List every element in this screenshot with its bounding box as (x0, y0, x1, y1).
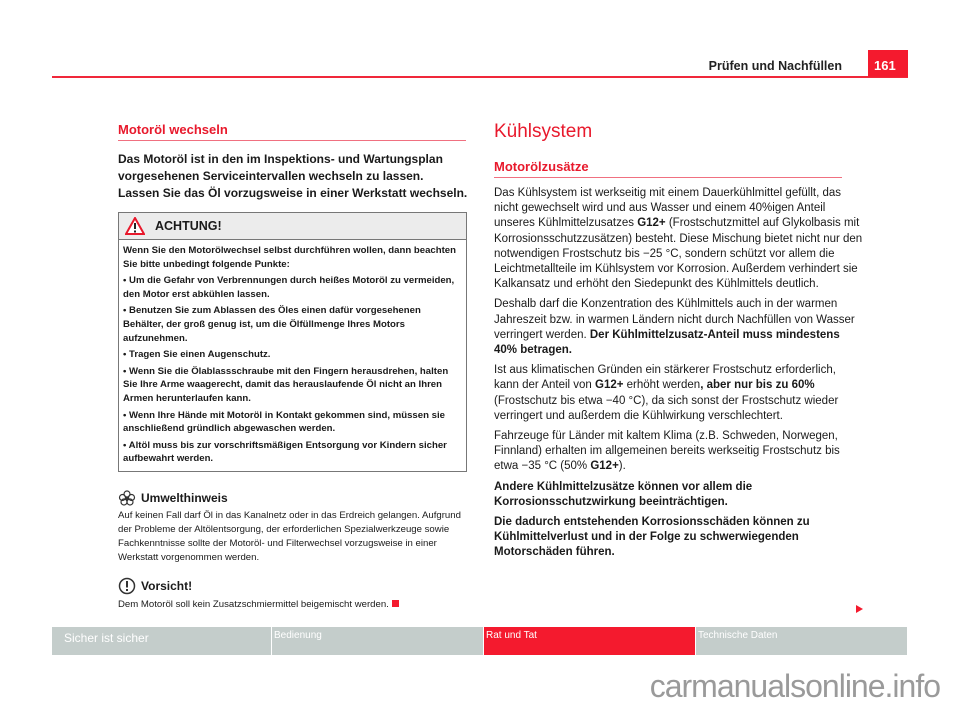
text: erhöht werden (623, 379, 701, 392)
tab-technische-daten[interactable]: Technische Daten (696, 627, 907, 655)
right-column (494, 121, 864, 566)
section-title-oil-change: Motoröl wechseln (118, 122, 228, 137)
section-title-additives: Motorölzusätze (494, 159, 589, 174)
chapter-title: Kühlsystem (494, 121, 593, 142)
caution-title: Vorsicht! (141, 578, 193, 593)
watermark: carmanualsonline.info (649, 668, 940, 704)
emphasis: Andere Kühlmittelzusätze können vor allem die Korrosionsschutzwirkung beeinträchtigen. (494, 480, 753, 508)
environment-note (118, 490, 468, 565)
emphasis: Der Kühlmittelzusatz-Anteil muss mindestens 40% betragen. (494, 328, 840, 357)
text: (Frostschutz bis etwa −40 °C), da sich sonst der Frostschutz wieder verringert und außerdem die Kühlwirkung verschlechtert. (494, 394, 839, 422)
text: Das Kühlsystem ist werkseitig mit einem Dauerkühlmittel gefüllt, das nicht gewechselt wird und aus Wasser und einem 40%igen Anteil unseres Kühlmittelzusatzes (494, 187, 842, 230)
flower-icon (118, 490, 136, 506)
page-number: 161 (868, 50, 908, 77)
exclamation-circle-icon (118, 577, 136, 595)
header-rule (52, 76, 908, 78)
warning-lead: Wenn Sie den Motorölwechsel selbst durchführen wollen, dann beachten Sie bitte unbedingt folgende Punkte: (123, 245, 456, 270)
warning-item: • Um die Gefahr von Verbrennungen durch heißes Motoröl zu vermeiden, den Motor erst abkühlen lassen. (123, 275, 455, 300)
intro-text: Das Motoröl ist in den im Inspektions- und Wartungsplan vorgesehenen Serviceintervallen wechseln zu lassen. Lassen Sie das Öl vorzugsweise in einer Werkstatt wechseln. (118, 152, 468, 200)
warning-triangle-icon (125, 217, 145, 235)
emphasis: Die dadurch entstehenden Korrosionsschäden können zu Kühlmittelverlust und in der Folge zu schwerwiegenden Motorschäden führen. (494, 516, 810, 559)
paragraph (494, 480, 864, 510)
warning-item: • Tragen Sie einen Augenschutz. (123, 349, 271, 361)
left-column (118, 122, 468, 612)
caution-note (118, 577, 468, 612)
warning-box (118, 212, 467, 472)
text: Deshalb darf die Konzentration des Kühlmittels auch in der warmen Jahreszeit bzw. in warmen Ländern nicht durch Nachfüllen von Wasser verringert werden. (494, 298, 855, 341)
warning-item: • Wenn Ihre Hände mit Motoröl in Kontakt gekommen sind, müssen sie anschließend gründlich abgewaschen werden. (123, 409, 445, 435)
g12-label: G12+ (595, 379, 624, 392)
tab-rat-und-tat[interactable]: Rat und Tat (484, 627, 695, 655)
paragraph (494, 186, 864, 292)
text: Ist aus klimatischen Gründen ein stärkerer Frostschutz erforderlich, kann der Anteil von (494, 364, 836, 392)
warning-item: • Benutzen Sie zum Ablassen des Öles einen dafür vorgesehenen Behälter, der groß genug ist, um die Ölfüllmenge Ihres Motors aufzunehmen. (123, 305, 421, 344)
footer-nav (52, 627, 908, 655)
warning-title: ACHTUNG! (155, 219, 222, 233)
body-text (494, 186, 864, 561)
tab-sicher-ist-sicher[interactable]: Sicher ist sicher (52, 627, 271, 655)
warning-item: • Altöl muss bis zur vorschriftsmäßigen Entsorgung vor Kindern sicher aufbewahrt werden. (123, 439, 447, 465)
warning-item: • Wenn Sie die Ölablassschraube mit den Fingern herausdrehen, halten Sie Ihre Arme waagerecht, damit das herauslaufende Öl nicht an Ihren Armen herunterlaufen kann. (123, 365, 449, 404)
tab-bedienung[interactable]: Bedienung (272, 627, 483, 655)
text: (Frostschutzmittel auf Glykolbasis mit Korrosionsschutzzusätzen) besteht. Diese Mischung bietet nicht nur den notwendigen Frostschutz bis −25 °C, sondern schützt vor allem die Leichtmetallteile im Kühlsystem vor Korrosion. Außerdem verhindert sie Kalkansatz und erhöht den Siedepunkt des Kühlmittels deutlich. (494, 217, 863, 291)
end-marker-icon (392, 600, 399, 607)
section-rule (494, 177, 842, 178)
text: ). (618, 460, 626, 473)
g12-label: G12+ (637, 217, 666, 230)
environment-title: Umwelthinweis (141, 490, 228, 505)
environment-text: Auf keinen Fall darf Öl in das Kanalnetz oder in das Erdreich gelangen. Aufgrund der Probleme der Altölentsorgung, der erforderlichen Spezialwerkzeuge sowie Fachkenntnisse sollte der Motoröl- und Filterwechsel vorzugsweise in einer Werkstatt vorgenommen werden. (118, 509, 461, 563)
text: Fahrzeuge für Länder mit kaltem Klima (z.B. Schweden, Norwegen, Finnland) erhalten im allgemeinen bereits werkseitig Frostschutz bis etwa −35 °C (50% (494, 430, 840, 473)
paragraph (494, 429, 864, 475)
continue-arrow-icon (856, 605, 863, 613)
caution-text: Dem Motoröl soll kein Zusatzschmiermittel beigemischt werden. (118, 598, 389, 610)
section-rule (118, 140, 466, 141)
paragraph (494, 363, 864, 424)
emphasis: , aber nur bis zu 60% (700, 379, 815, 392)
header-title: Prüfen und Nachfüllen (708, 59, 842, 73)
warning-header (119, 213, 466, 240)
g12-label: G12+ (590, 460, 619, 473)
paragraph (494, 515, 864, 561)
paragraph (494, 297, 864, 358)
